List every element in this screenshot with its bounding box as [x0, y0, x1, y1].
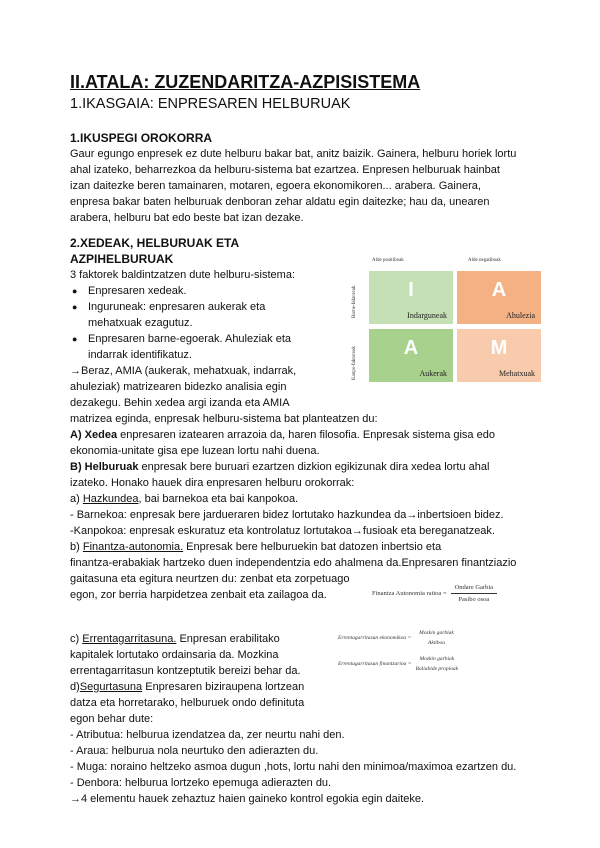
xedea-term: A) Xedea: [70, 429, 118, 441]
finantza-term: Finantza-autonomia.: [82, 541, 184, 553]
finantza-line: [70, 539, 540, 555]
formula-lhs: Errentagarritasun ekonomikoa =: [338, 635, 412, 641]
formula-denominator: Aktiboa: [427, 640, 446, 646]
formula-financial-autonomy: [372, 584, 497, 603]
errentagarritasuna-term: Errentagarritasuna.: [82, 633, 177, 645]
segurtasuna-term: Segurtasuna: [79, 681, 143, 693]
segurtasuna-prefix: d): [70, 681, 80, 693]
section-2-heading-cont: AZPIHELBURUAK: [70, 252, 174, 266]
formula-economic-return: [338, 630, 458, 646]
section-2-heading: 2.XEDEAK, HELBURUAK ETA: [70, 236, 240, 250]
row-external-label: Kanpo-faktoreak: [352, 346, 357, 380]
list-item: ● Enpresaren xedeak.: [70, 283, 540, 299]
col-negative-label: Alde negatiboak: [468, 258, 501, 263]
finantza-prefix: b): [70, 541, 83, 553]
errentagarritasuna-text: Enpresan erabilitako: [176, 633, 280, 645]
text-line: izan daitezke beren tamainaren, motaren, egoera ekonomikoren... arabera. Gainera,: [70, 180, 481, 192]
section-1-body: [70, 146, 540, 226]
text-line: egon behar dute:: [70, 713, 154, 725]
segurtasuna-paragraph: [70, 695, 540, 727]
cell-label: Aukerak: [419, 369, 447, 378]
segurtasuna-line: [70, 679, 540, 695]
segurtasuna-text: Enpresaren biziraupena lortzean: [142, 681, 305, 693]
goal-elements-list: [70, 727, 540, 807]
intro-line: 3 faktorek baldintzatzen dute helburu-sistema:: [70, 269, 296, 281]
text-line: - Araua: helburua nola neurtuko den adierazten du.: [70, 745, 319, 757]
matrix-cell: [456, 328, 542, 383]
text-line: -Kanpokoa: enpresak eskuratuz eta kontrolatuz lortutakoa→fusioak eta bereganatzeak.: [70, 525, 495, 537]
formula-lhs: Finantza Autonomia ratioa =: [372, 590, 447, 597]
formula-denominator: Pasibo osoa: [458, 596, 490, 603]
errentagarritasuna-paragraph: [70, 647, 540, 679]
page-title: II.ATALA: ZUZENDARITZA-AZPISISTEMA: [70, 72, 421, 92]
errentagarritasuna-line: [70, 631, 540, 647]
text-line: arabera, helburu bat edo beste bat izan dezake.: [70, 212, 304, 224]
text-line: gaitasuna eta egitura neurtzen du: zenbat eta zorpetuago: [70, 573, 350, 585]
cell-label: Indarguneak: [407, 311, 447, 320]
text-line: errentagarritasun kontzeptutik bereizi behar da.: [70, 665, 301, 677]
helburuak-text: enpresak bere buruari ezartzen dizkion egikizunak dira xedea lortu ahal: [138, 461, 490, 473]
formula-numerator: Ondare Garbia: [451, 584, 497, 594]
text-line: datza eta horretarako, helburuek ondo definituta: [70, 697, 305, 709]
hazkundea-prefix: a): [70, 493, 83, 505]
document-page: [70, 70, 540, 807]
formula-numerator: Mozkin garbiak: [419, 656, 455, 662]
text-line: →Beraz, AMIA (aukerak, mehatxuak, indarrak,: [70, 365, 297, 377]
cell-letter: A: [491, 279, 507, 301]
errentagarritasuna-prefix: c): [70, 633, 83, 645]
text-line: matrizea eginda, enpresak helburu-sistema bat planteatzen du:: [70, 413, 378, 425]
growth-lines: [70, 507, 540, 539]
formula-lhs: Errentagarritasun finantzarioa =: [338, 661, 412, 667]
xedea-line-2: ekonomia-unitate gisa epe luzean lortu nahi duena.: [70, 445, 320, 457]
cell-letter: I: [408, 279, 414, 301]
text-line: dezakegu. Behin xedea argi izanda eta AMIA: [70, 397, 290, 409]
row-internal-label: Barne-faktoreak: [352, 285, 357, 318]
text-line: Gaur egungo enpresek ez dute helburu bakar bat, anitz baizik. Gainera, helburu horiek lortu: [70, 148, 517, 160]
col-positive-label: Alde positiboak: [372, 258, 404, 263]
text-line: - Barnekoa: enpresak bere jardueraren bidez lortutako hazkundea da→inbertsioen bidez.: [70, 509, 504, 521]
text-line: - Muga: noraino heltzeko asmoa dugun ,hots, lortu nahi den minimoa/maximoa ezartzen du.: [70, 761, 517, 773]
text-line: - Denbora: helburua lortzeko epemuga adierazten du.: [70, 777, 332, 789]
text-line: enpresa bakar baten helburuak denboran zehar aldatu egin daitezke; hau da, unearen: [70, 196, 490, 208]
list-item: indarrak identifikatuz.: [88, 349, 192, 361]
helburuak-line: [70, 459, 540, 475]
finantza-text: Enpresak bere helburuekin bat datozen inbertsio eta: [183, 541, 442, 553]
hazkundea-text: , bai barnekoa eta bai kanpokoa.: [138, 493, 299, 505]
hazkundea-line: [70, 491, 540, 507]
text-line: - Atributua: helburua izendatzea da, zer neurtu nahi den.: [70, 729, 345, 741]
text-line: finantza-erabakiak hartzeko duen independentzia edo ahalmena da.Enpresaren finantziazio: [70, 557, 517, 569]
matrix-cell: [456, 270, 542, 325]
formula-denominator: Baliabide propioak: [415, 666, 459, 672]
cell-label: Mehatxuak: [499, 369, 535, 378]
amia-matrix: [350, 258, 545, 386]
lesson-subtitle: 1.IKASGAIA: ENPRESAREN HELBURUAK: [70, 96, 351, 112]
hazkundea-term: Hazkundea: [82, 493, 139, 505]
section-1-heading: 1.IKUSPEGI OROKORRA: [70, 131, 213, 145]
formula-numerator: Mozkin garbiak: [419, 630, 454, 636]
formula-financial-return: [338, 656, 458, 672]
formula-fraction: [415, 630, 458, 646]
list-item: ● Inguruneak: enpresaren aukerak eta: [70, 299, 540, 315]
text-line: egon, zor berria harpidetzea zenbait eta zailagoa da.: [70, 589, 327, 601]
formula-fraction: [451, 584, 497, 603]
matrix-cell: [368, 328, 454, 383]
list-item: ● Enpresaren barne-egoerak. Ahuleziak eta: [70, 331, 540, 347]
text-line: →4 elementu hauek zehaztuz haien gaineko kontrol egokia egin daiteke.: [70, 793, 425, 805]
helburuak-line-2: izateko. Honako hauek dira enpresaren helburu orokorrak:: [70, 477, 355, 489]
xedea-line: [70, 427, 540, 443]
cell-letter: M: [490, 337, 508, 359]
list-item: mehatxuak ezagutuz.: [88, 317, 193, 329]
matrix-cell: [368, 270, 454, 325]
text-line: ahuleziak) matrizearen bidezko analisia egin: [70, 381, 287, 393]
text-line: kapitalek lortutako ordainsaria da. Mozkina: [70, 649, 279, 661]
text-line: ahal izateko, beharrezkoa da helburu-sistema bat ezartzea. Enpresen helburuak hainbat: [70, 164, 500, 176]
helburuak-term: B) Helburuak: [70, 461, 139, 473]
cell-label: Ahulezia: [506, 311, 535, 320]
xedea-text: enpresaren izatearen arrazoia da, haren filosofia. Enpresak sistema gisa edo: [117, 429, 495, 441]
formula-fraction: [416, 656, 459, 672]
cell-letter: A: [403, 337, 419, 359]
